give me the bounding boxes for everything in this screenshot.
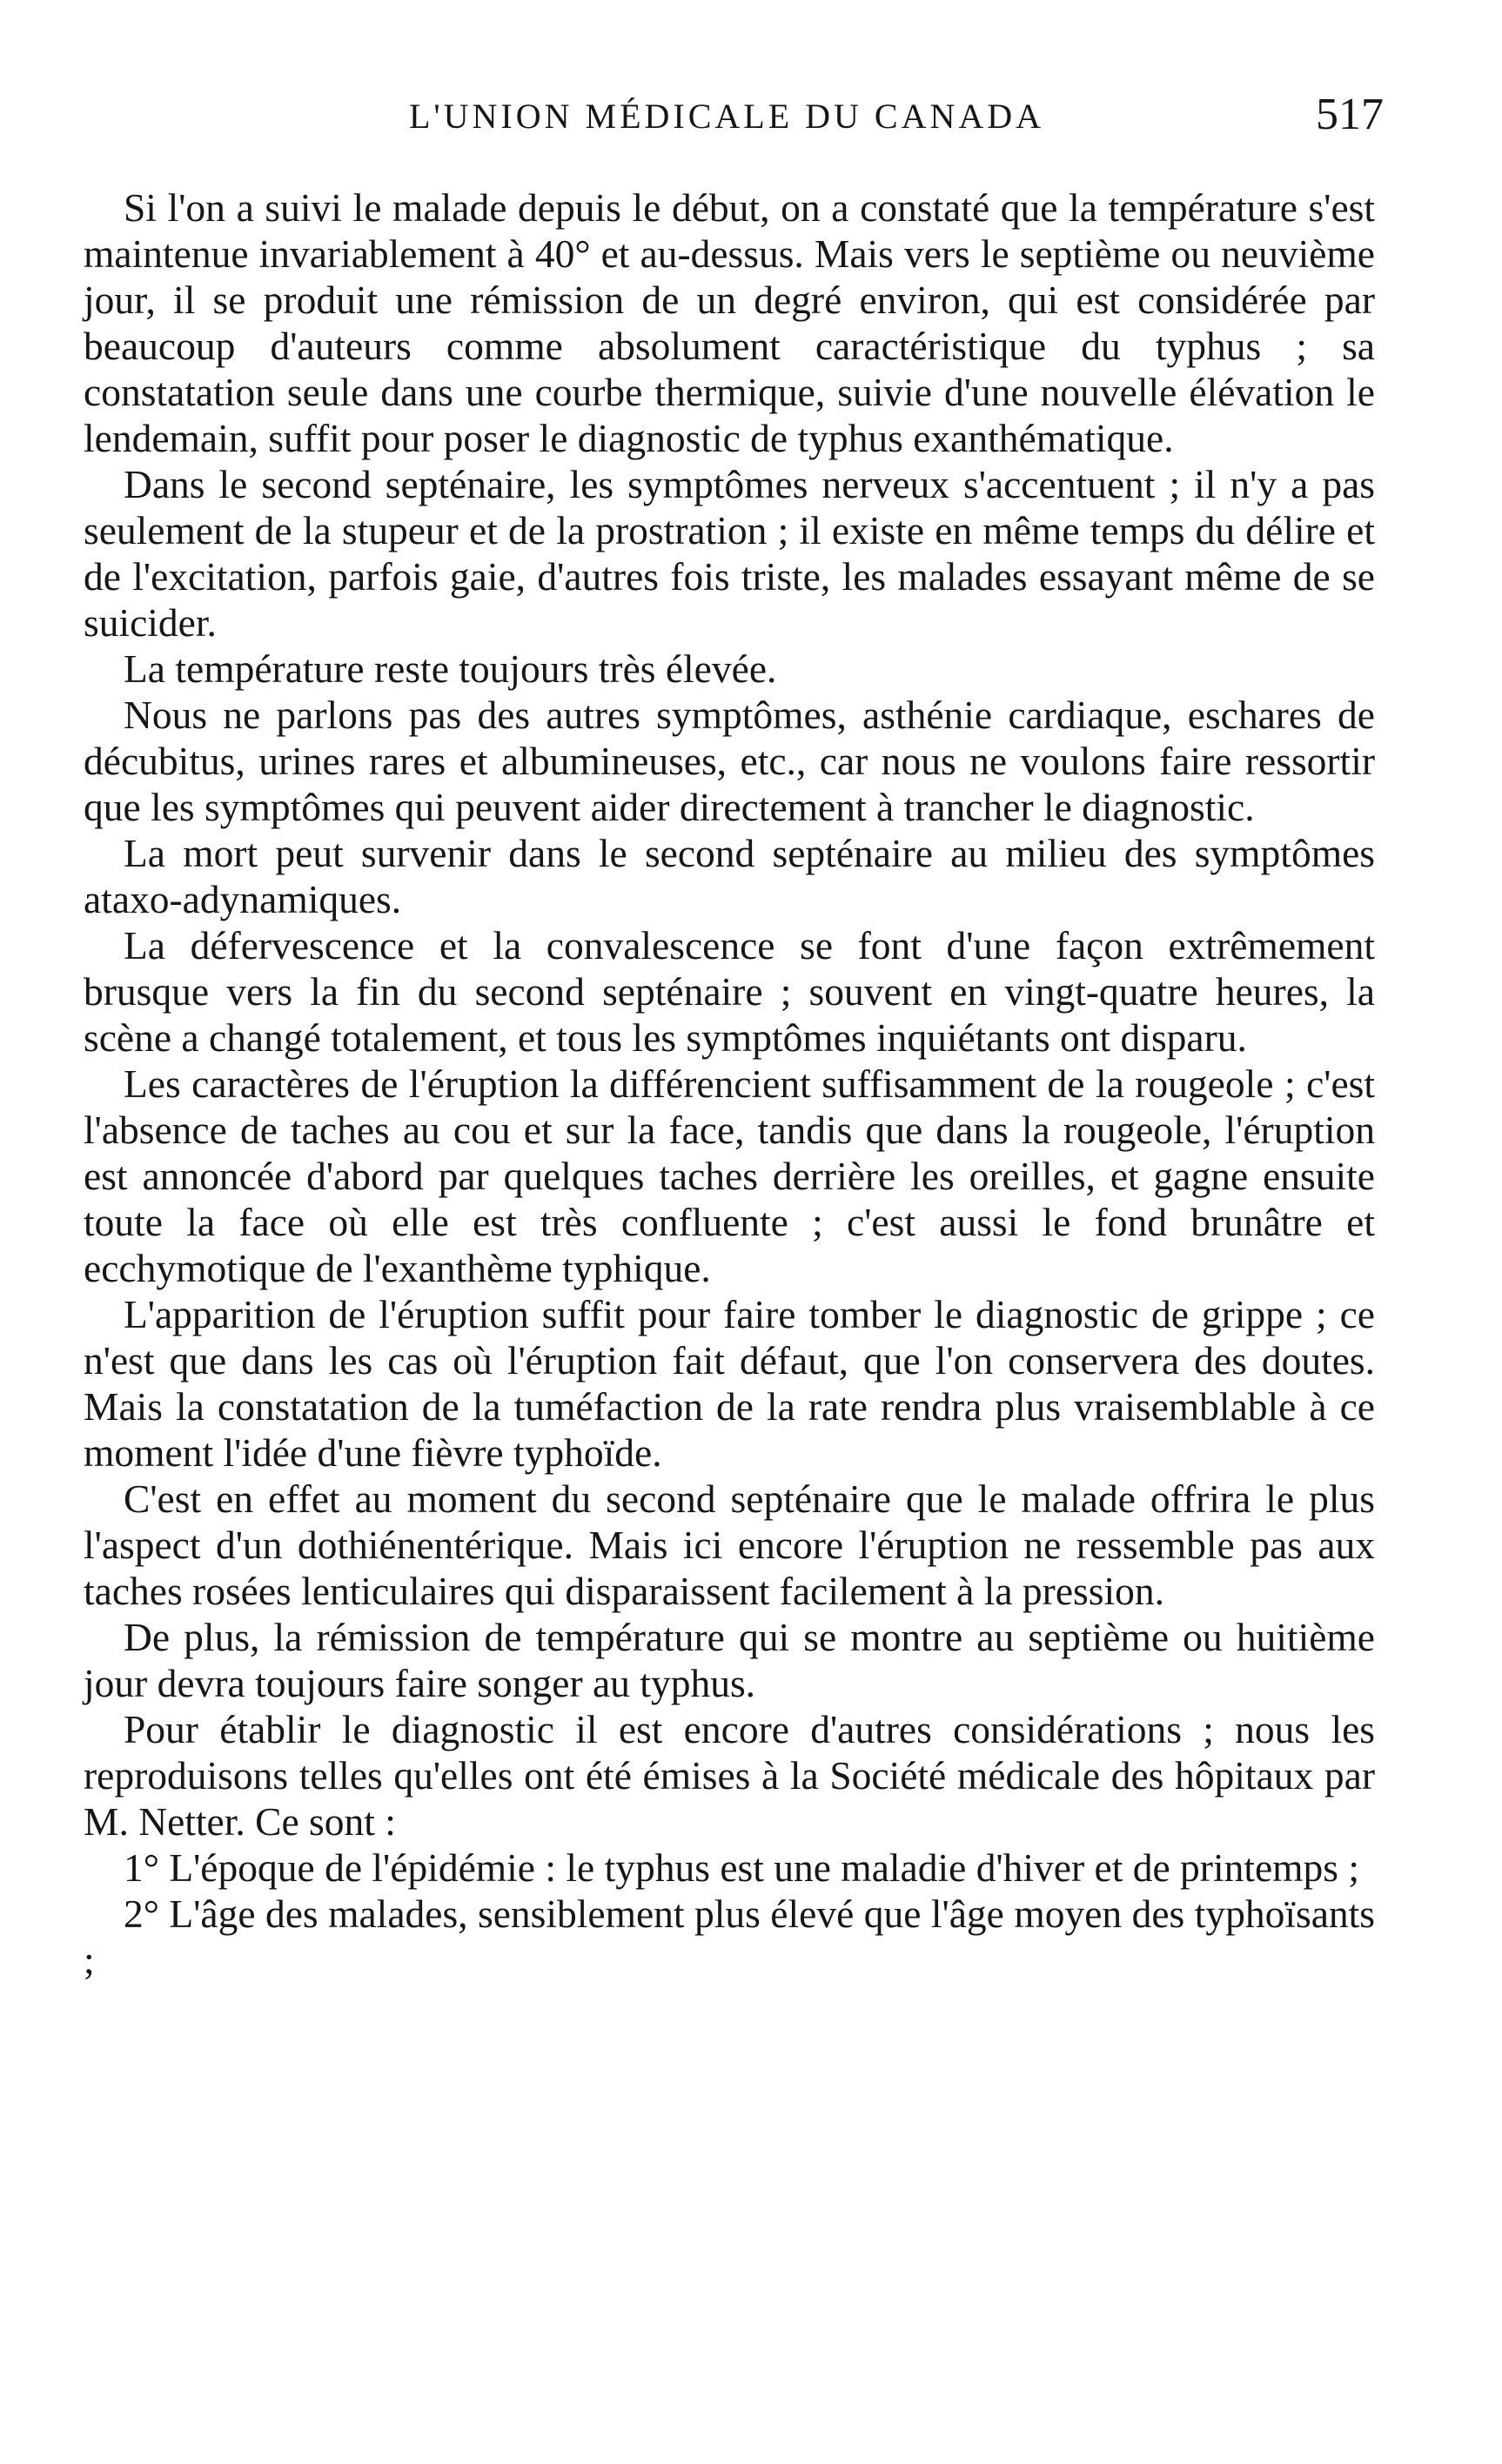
paragraph: Pour établir le diagnostic il est encore d'autres considérations ; nous les reproduisons telles qu'elles ont été émises à la Société médicale des hôpitaux par M. Netter. Ce sont :: [84, 1707, 1375, 1844]
paragraph: La température reste toujours très élevée.: [124, 646, 777, 691]
page-header: [409, 90, 1384, 148]
list-item: 2° L'âge des malades, sensiblement plus élevé que l'âge moyen des typhoïsants ;: [84, 1892, 1375, 1982]
page-number: 517: [1316, 90, 1384, 139]
paragraph: C'est en effet au moment du second septénaire que le malade offrira le plus l'aspect d'un dothiénentérique. Mais ici encore l'éruption ne ressemble pas aux taches rosées lenticulaires qui disparaissent facilement à la pression.: [84, 1476, 1375, 1613]
paragraph: Nous ne parlons pas des autres symptômes, asthénie cardiaque, eschares de décubitus, urines rares et albumineuses, etc., car nous ne voulons faire ressortir que les symptômes qui peuvent aider directement à trancher le diagnostic.: [84, 693, 1375, 829]
paragraph: Les caractères de l'éruption la différencient suffisamment de la rougeole ; c'est l'absence de taches au cou et sur la face, tandis que dans la rougeole, l'éruption est annoncée d'abord par quelques taches derrière les oreilles, et gagne ensuite toute la face où elle est très confluente ; c'est aussi le fond brunâtre et ecchymotique de l'exanthème typhique.: [84, 1061, 1375, 1290]
running-title: L'UNION MÉDICALE DU CANADA: [409, 97, 1045, 136]
paragraph: La défervescence et la convalescence se font d'une façon extrêmement brusque vers la fin du second septénaire ; souvent en vingt-quatre heures, la scène a changé totalement, et tous les symptômes inquiétants ont disparu.: [84, 923, 1375, 1060]
paragraph: De plus, la rémission de température qui se montre au septième ou huitième jour devra toujours faire songer au typhus.: [84, 1615, 1375, 1705]
body-text: [84, 184, 1375, 1983]
list-item: 1° L'époque de l'épidémie : le typhus est une maladie d'hiver et de printemps ;: [124, 1845, 1360, 1890]
paragraph: Dans le second septénaire, les symptômes nerveux s'accentuent ; il n'y a pas seulement de la stupeur et de la prostration ; il existe en même temps du délire et de l'excitation, parfois gaie, d'autres fois triste, les malades essayant même de se suicider.: [84, 462, 1375, 645]
paragraph: Si l'on a suivi le malade depuis le début, on a constaté que la température s'est maintenue invariablement à 40° et au-dessus. Mais vers le septième ou neuvième jour, il se produit une rémission de un degré environ, qui est considérée par beaucoup d'auteurs comme absolument caractéristique du typhus ; sa constatation seule dans une courbe thermique, suivie d'une nouvelle élévation le lendemain, suffit pour poser le diagnostic de typhus exanthématique.: [84, 185, 1375, 460]
paragraph: L'apparition de l'éruption suffit pour faire tomber le diagnostic de grippe ; ce n'est que dans les cas où l'éruption fait défaut, que l'on conservera des doutes. Mais la constatation de la tuméfaction de la rate rendra plus vraisemblable à ce moment l'idée d'une fièvre typhoïde.: [84, 1292, 1375, 1475]
paragraph: La mort peut survenir dans le second septénaire au milieu des symptômes ataxo-adynamiques.: [84, 831, 1375, 921]
